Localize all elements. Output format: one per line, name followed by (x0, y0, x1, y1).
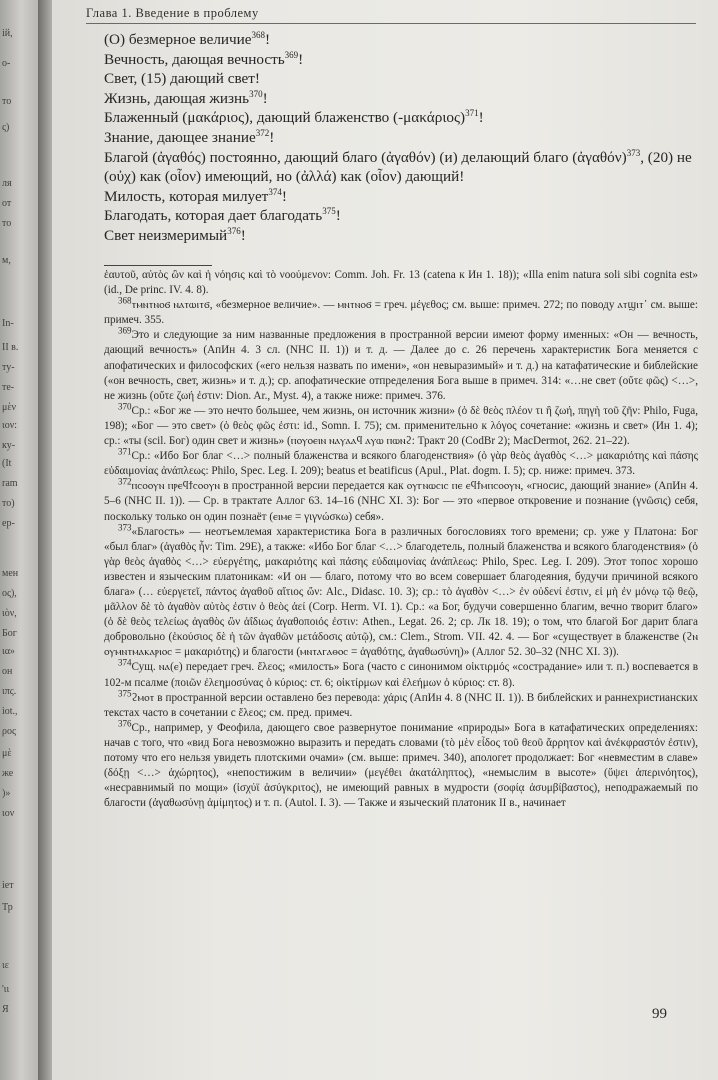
previous-page-text-fragment: ρος (2, 726, 16, 737)
previous-page-text-fragment: ій, (2, 28, 13, 39)
footnote (104, 476, 698, 524)
footnote-number: 373 (118, 521, 132, 532)
previous-page-text-fragment: мен (2, 568, 19, 579)
verse-line (104, 128, 694, 148)
previous-page-text-fragment: ος), (2, 588, 17, 599)
previous-page-text-fragment: м, (2, 255, 11, 266)
verse-text: Милость, которая милует (104, 187, 269, 205)
previous-page-text-fragment: (It (2, 458, 12, 469)
verse-line (104, 69, 694, 89)
previous-page-text-fragment: II в. (2, 342, 19, 353)
previous-page-text-fragment: ram (2, 478, 18, 489)
footnote-number: 376 (118, 718, 132, 729)
running-header: Глава 1. Введение в проблему (86, 6, 696, 24)
verse-text: Свет неизмеримый (104, 226, 228, 244)
verse-line (104, 187, 694, 207)
verse-text-tail: ! (262, 89, 268, 107)
previous-page-text-fragment: то) (2, 498, 15, 509)
previous-page-text-fragment: ту- (2, 362, 15, 373)
footnote-ref[interactable]: 375 (322, 206, 336, 217)
footnotes (104, 268, 698, 811)
previous-page-text-fragment: Я (2, 1004, 9, 1015)
footnote-text: ϩⲙⲟⲧ в пространной версии оставлено без перевода: χάρις (АпИн 4. 8 (NHC II. 1)). В библейских и раннехристианских текстах часто в сочетании с ἔλεος; см. пред. примеч. (104, 691, 698, 719)
footnote-ref[interactable]: 373 (626, 147, 641, 158)
footnote-text: «Благость» — неотъемлемая характеристика Бога в различных богословиях того времени; ср. уже у Платона: Бог «был благ» (ἀγαθὸς ἦν: Tim. 29E), а также: «Ибо Бог благ <…> благодетель, полный блаженства и всякого благоденствия» (ὁ γὰρ θεὸς ἀγαθὸς <…> εὐεργέτης, μακαριότης καὶ πάσης εὐδαιμονίας ἀνάπλεως: Philo, Spec. Leg. I. 209). Этот топос хорошо известен и языческим платоникам: «И он — благо, потому что во всем совершает благодеяния, будучи причиной всякого блага» (… εὐεργετεῖ, πάντος ἀγαθοῦ αἴτιος ὤν: Alc., Didasc. 10. 3); ср.: τὸ ἀγαθὸν <…> ἐν οὐδενί ἐστιν, εἰ μὴ ἐν μόνῳ τῷ θεῷ, μᾶλλον δὲ τὸ ἀγαθὸν αὐτὸς ἐστιν ὁ θεὸς ἀεί (Corp. Herm. VI. 1). Ср.: «а Бог, будучи совершенно благим, вечно творит благо» (ὁ δὲ θεὸς τελείως ἀγαθὸς ὢν ἀΐδιως ἀγαθοποιός ἐστιν: Athen., Legat. 26. 2; ср. Лк 18. 19); о том, что благой Бог дарит блага добровольно (ἑκούσιος δὲ ἡ τῶν ἀγαθῶν μετάδοσις αὐτῷ), см.: Clem., Strom. VII. 42. 4. — Бог «существует в блаженстве (ϩⲛ ⲟⲩⲙⲛⲧⲙⲁⲕⲁⲣⲓⲟⲥ = μακαριότης) и благости (ⲙⲛⲧⲁⲅⲁⲑⲟⲥ = ἀγαθότης, ἀγαθωσύνη)» (Аллог 52. 30–32 (NHC XI. 3)). (104, 525, 698, 659)
footnote-ref[interactable]: 370 (249, 88, 263, 99)
footnote-ref[interactable]: 368 (251, 29, 266, 40)
previous-page-text-fragment: μὲν (2, 402, 17, 413)
book-page (52, 0, 718, 1080)
verse-text: Благой (ἀγαθός) постоянно, дающий благо (ἀγαθόν) (и) делающий благо (ἀγαθόν) (104, 148, 627, 166)
footnote-number: 374 (118, 657, 132, 668)
verse-line (104, 148, 694, 187)
verse-text-tail: ! (240, 226, 246, 244)
previous-page-text-fragment: то (2, 218, 12, 229)
previous-page-text-fragment: то (2, 96, 12, 107)
verse-line (104, 108, 694, 128)
previous-page-text-fragment: ιὸν, (2, 608, 17, 619)
previous-page-edge (0, 0, 38, 1080)
previous-page-text-fragment: же (2, 768, 14, 779)
previous-page-text-fragment: о- (2, 58, 11, 69)
footnote-number: 368 (118, 295, 132, 306)
verse-text: (О) безмерное величие (104, 31, 252, 48)
previous-page-text-fragment: ιπς. (2, 686, 17, 697)
footnote-ref[interactable]: 374 (268, 186, 282, 197)
previous-page-text-fragment: ια» (2, 646, 15, 657)
previous-page-text-fragment: ieт (2, 880, 14, 891)
footnote (104, 657, 698, 690)
footnote-text: Ср.: «Бог же — это нечто большее, чем жизнь, он источник жизни» (ὁ δὲ θεὸς πλέον τι ἢ ζωή, πηγὴ τοῦ ζῆν: Philo, Fuga, 198); «Бог — это свет» (ὁ θεὸς φῶς ἐστι: id., Somn. I. 75); см. применительно к λόγος сочетание: «жизнь и свет» (Ин 1. 4); ср.: «ты (scil. Бог) один свет и жизнь» (ⲡⲟⲩⲟⲉⲓⲛ ⲛⲁⲩⲁⲁϥ ⲁⲩⲱ ⲡⲱⲛϩ: Тракт 20 (CodBr 2); MacDermot, 262. 21–22). (104, 404, 698, 448)
book-gutter (38, 0, 52, 1080)
verse-line (104, 50, 694, 70)
previous-page-text-fragment: Тр (2, 902, 13, 913)
verse-line (104, 226, 694, 246)
footnote (104, 295, 698, 328)
footnote-text: ⲧⲙⲛⲧⲛⲟϭ ⲛⲁⲧⲱⲓⲧϭ, «безмерное величие». — ⲙⲛⲧⲛⲟϭ = греч. μέγεθος; см. выше: примеч. 272; по поводу ⲁⲧϣⲓⲧ᾽ см. выше: примеч. 355. (104, 299, 698, 327)
footnote-ref[interactable]: 376 (227, 225, 241, 236)
previous-page-text-fragment: Бог (2, 628, 17, 639)
footnote (104, 687, 698, 721)
footnote-ref[interactable]: 369 (284, 49, 299, 60)
footnote-number: 375 (118, 687, 132, 698)
footnote-ref[interactable]: 372 (255, 127, 270, 138)
footnote-text: Ср., например, у Феофила, дающего свое развернутое понимание «природы» Бога в катафатических определениях: начав с того, что «вид Бога невозможно выразить и передать словами (τὸ μὲν εἶδος τοῦ θεοῦ ἄρρητον καὶ ἀνέκφραστόν ἐστιν), потому что его нельзя увидеть плотскими очами» (см. выше: примеч. 340), апологет продолжает: Бог «невместим в славе» (δόξῃ <…> ἀχώρητος), «непостижим в величии» (μεγέθει ἀκατάληπτος), «немыслим в высоте» (ὕψει ἀπερινόητος), «несравнимый по мощи» (ἰσχύϊ ἀσύγκριτος), не имеющий равных в мудрости (σοφίᾳ ἀσυμβίβαστος), неподражаемый по благости (ἀγαθωσύνῃ ἀμίμητος) и т. п. (Autol. I. 3). — Также и языческий платоник II в., начинает (104, 721, 698, 810)
verse-text-tail: ! (281, 187, 287, 205)
verse-text-tail: , (20) не (οὐχ) как (οἷον) имеющий, но (ἀλλά) как (οἷον) дающий! (104, 148, 692, 186)
footnote (104, 446, 698, 479)
footnote-number: 372 (118, 476, 132, 487)
previous-page-text-fragment: он (2, 666, 13, 677)
verse-line (104, 206, 694, 226)
previous-page-text-fragment: μὲ (2, 748, 12, 759)
footnote-number: 370 (118, 401, 132, 412)
previous-page-text-fragment: те- (2, 382, 15, 393)
previous-page-text-fragment: ер- (2, 518, 15, 529)
verse-text: Знание, дающее знание (104, 128, 256, 146)
previous-page-text-fragment: ля (2, 178, 12, 189)
footnote-number: 371 (118, 446, 132, 457)
verse-line (104, 89, 694, 109)
verse-text: Блаженный (μακάριος), дающий блаженство (-μακάριος) (104, 109, 466, 127)
footnote-number: 369 (118, 325, 132, 336)
verse-text-tail: ! (335, 207, 341, 225)
verse-text-tail: ! (478, 109, 484, 127)
previous-page-text-fragment: ιον (2, 808, 15, 819)
footnote (104, 401, 698, 449)
footnote-ref[interactable]: 371 (465, 108, 479, 119)
verse-line (104, 30, 694, 50)
footnote-separator (104, 265, 212, 266)
hymn-verses (104, 30, 694, 246)
previous-page-text-fragment: ιε (2, 960, 9, 971)
verse-text: Благодать, которая дает благодать (104, 207, 323, 225)
footnote (104, 325, 698, 403)
previous-page-text-fragment: In- (2, 318, 14, 329)
footnote-text: Сущ. ⲛⲁ(ⲉ) передает греч. ἔλεος; «милость» Бога (часто с синонимом οἰκτιρμός «сострадание» или т. п.) воспевается в 102-м псалме (ποιῶν ἐλεημοσύνας ὁ κύριος: ст. 6; οἰκτίρμων καὶ ἐλεήμων ὁ κύριος: ст. 8). (104, 661, 698, 689)
footnote (104, 718, 698, 812)
previous-page-text-fragment: от (2, 198, 12, 209)
footnote-text: Это и следующие за ним названные предложения в пространной версии имеют форму именных: «Он — вечность, дающий вечность» (АпИн 4. 3 сл. (NHC II. 1)) и т. д. — Далее до с. 26 перечень характеристик Бога меняется с апофатических и философских («его нельзя назвать по имени», «он невыразимый» и т. д.) на катафатические и библейские («он вечность, свет, жизнь» и т. д.); ср. апофатические отпределения Бога выше в примеч. 314: «…не свет (οὔτε φῶς) <…>, не жизнь (οὔτε ζωή ἐστιν: Dion. Ar., Myst. 4), а также ниже: примеч. 376. (104, 329, 698, 402)
previous-page-text-fragment: ку- (2, 440, 16, 451)
footnote-text: Ср.: «Ибо Бог благ <…> полный блаженства и всякого благоденствия» (ὁ γὰρ θεὸς ἀγαθὸς <…> μακαριότης καὶ πάσης εὐδαιμονίας ἀνάπλεως: Philo, Spec. Leg. I. 209); beatus et beatificus (Apul., Plat. dogm. I. 5); ср. ниже: примеч. 373. (104, 450, 698, 478)
verse-text-tail: ! (298, 50, 304, 68)
verse-text-tail: ! (269, 128, 275, 146)
previous-page-text-fragment: iot., (2, 706, 18, 717)
verse-text-tail: ! (265, 31, 271, 48)
previous-page-text-fragment: )» (2, 788, 11, 799)
previous-page-text-fragment: ς) (2, 122, 10, 133)
footnote-text: ⲡⲥⲟⲟⲩⲛ ⲡⲣⲉϥϯⲥⲟⲟⲩⲛ в пространной версии передается как ⲟⲩⲅⲛⲱⲥⲓⲥ ⲡⲉ ⲉϥϯⲙⲡⲥⲟⲟⲩⲛ, «гносис, дающий знание» (АпИн 4. 5–6 (NHC II. 1)). — Ср. в трактате Аллог 63. 14–16 (NHC XI. 3): Бог — это «первое откровение и познание (γνῶσις) себя, поскольку только он один познаёт (ⲉⲓⲙⲉ = γιγνώσκω) себя». (104, 480, 698, 523)
verse-text: Жизнь, дающая жизнь (104, 89, 250, 107)
verse-text: Вечность, дающая вечность (104, 50, 285, 68)
footnote-text: ἑαυτοῦ, αὐτὸς ὢν καὶ ἡ νόησις καὶ τὸ νοούμενον: Comm. Joh. Fr. 13 (catena к Ин 1. 18)); «Illa enim natura soli sibi cognita est» (id., De princ. IV. 4. 8). (104, 269, 698, 297)
page-number: 99 (652, 1006, 667, 1022)
footnote (104, 268, 698, 298)
verse-text: Свет, (15) дающий свет! (104, 70, 260, 88)
previous-page-text-fragment: 'ιι (2, 984, 10, 995)
footnote (104, 521, 698, 661)
previous-page-text-fragment: ιον: (2, 420, 17, 431)
